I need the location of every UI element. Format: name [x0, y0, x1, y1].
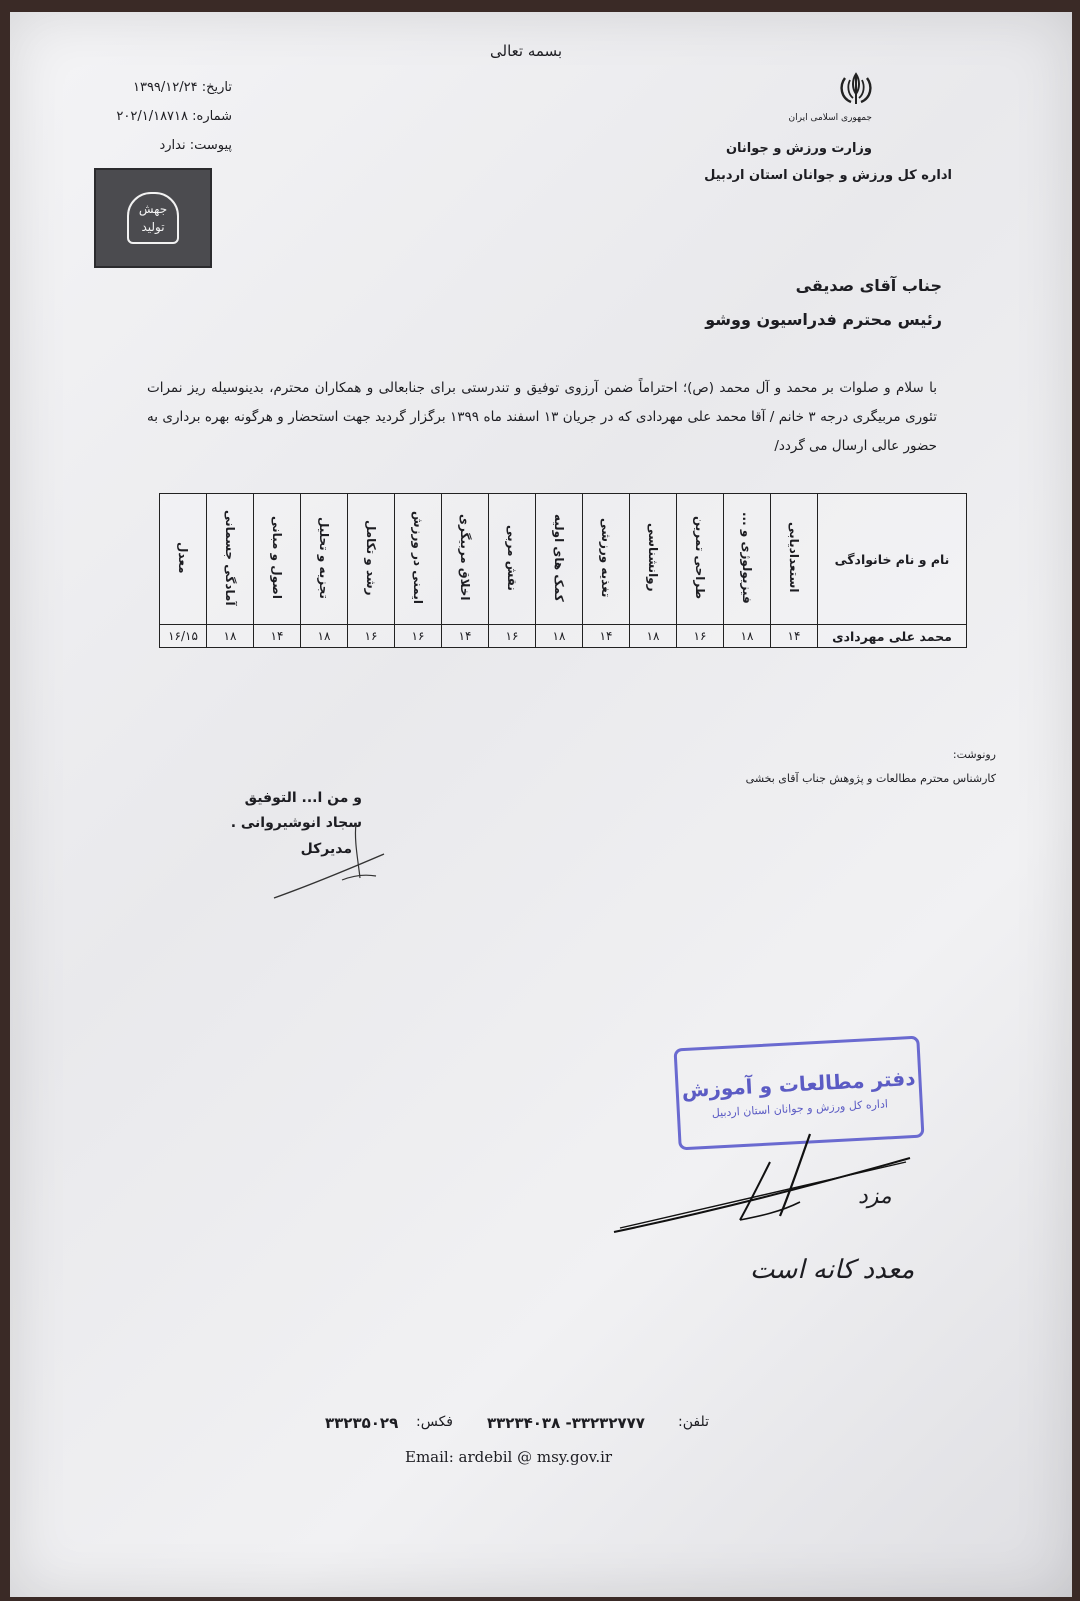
column-header: فیزیولوژی و ...	[724, 494, 771, 625]
letter-body: با سلام و صلوات بر محمد و آل محمد (ص)؛ احتراماً ضمن آرزوی توفیق و تندرستی برای جنابعالی و همکاران محترم، بدینوسیله ریز نمرات تئوری مربیگری درجه ۳ خانم / آقا محمد علی مهردادی که در جریان ۱۳ اسفند ماه ۱۳۹۹ برگزار گردید جهت استحضار و هرگونه بهره برداری به حضور عالی ارسال می گردد/	[147, 380, 937, 454]
score-cell: ۱۴	[254, 625, 301, 648]
score-cell: ۱۴	[583, 625, 630, 648]
logo-arch	[127, 192, 179, 244]
cc-recipient: کارشناس محترم مطالعات و پژوهش جناب آقای بخشی	[745, 772, 996, 785]
email-address: Email: ardebil @ msy.gov.ir	[405, 1448, 613, 1466]
office-name: اداره کل ورزش و جوانان استان اردبیل	[704, 168, 952, 183]
tel-label: تلفن:	[678, 1414, 709, 1430]
score-cell: ۱۸	[207, 625, 254, 648]
average-column-header: معدل	[160, 494, 207, 625]
column-header: کمک های اولیه	[536, 494, 583, 625]
signatory-name: سجاد انوشیروانی .	[230, 815, 362, 831]
column-header: آمادگی جسمانی	[207, 494, 254, 625]
cc-label: رونوشت:	[952, 748, 996, 761]
column-header: اخلاق مربیگری	[442, 494, 489, 625]
column-header: ایمنی در ورزش	[395, 494, 442, 625]
letter-page	[10, 12, 1072, 1597]
column-header: طراحی تمرین	[677, 494, 724, 625]
date-label: تاریخ:	[201, 80, 232, 95]
score-cell: ۱۶	[677, 625, 724, 648]
score-cell: ۱۶	[489, 625, 536, 648]
production-leap-logo	[94, 168, 212, 268]
stamp-title: دفتر مطالعات و آموزش	[681, 1065, 916, 1102]
date-value: ۱۳۹۹/۱۲/۲۴	[132, 80, 198, 95]
score-cell: ۱۸	[724, 625, 771, 648]
score-cell: ۱۴	[771, 625, 818, 648]
average-cell: ۱۶/۱۵	[160, 625, 207, 648]
score-cell: ۱۶	[348, 625, 395, 648]
score-cell: ۱۸	[536, 625, 583, 648]
handwritten-note-2: معدد کانه است	[750, 1255, 915, 1285]
stamp-subtitle: اداره کل ورزش و جوانان استان اردبیل	[711, 1096, 889, 1120]
column-header: اصول و مبانی	[254, 494, 301, 625]
number-value: ۲۰۲/۱/۱۸۷۱۸	[116, 109, 189, 124]
score-cell: ۱۴	[442, 625, 489, 648]
column-header: تغذیه ورزشی	[583, 494, 630, 625]
table-row	[160, 625, 967, 648]
attachment-value: ندارد	[159, 138, 186, 153]
column-header: روانشناسی	[630, 494, 677, 625]
score-cell: ۱۶	[395, 625, 442, 648]
fax-label: فکس:	[416, 1414, 453, 1430]
logo-text-2: تولید	[141, 220, 165, 234]
director-signature-icon	[272, 820, 392, 902]
addressee-title: رئیس محترم فدراسیون ووشو	[705, 310, 942, 329]
column-header: استعدادیابی	[771, 494, 818, 625]
iran-emblem-icon	[835, 70, 877, 110]
date-field	[133, 80, 232, 95]
attachment-label: پیوست:	[189, 138, 232, 153]
fax-value: ۳۳۲۳۵۰۲۹	[325, 1414, 399, 1432]
number-field	[116, 109, 232, 124]
table-header-row	[160, 494, 967, 625]
addressee-name: جناب آقای صدیقی	[795, 276, 942, 295]
closing-phrase: و من ا... التوفیق	[244, 790, 362, 806]
column-header: تجزیه و تحلیل	[301, 494, 348, 625]
column-header: رشد و تکامل	[348, 494, 395, 625]
bismillah-heading: بسمه تعالی	[490, 42, 563, 60]
signatory-title: مدیرکل	[300, 841, 352, 857]
handwritten-note-1: مزد	[858, 1184, 892, 1209]
score-cell: ۱۸	[630, 625, 677, 648]
student-name-cell: محمد علی مهردادی	[818, 625, 967, 648]
ministry-name: وزارت ورزش و جوانان	[725, 141, 872, 156]
scores-table	[159, 493, 967, 648]
column-header: نقش مربی	[489, 494, 536, 625]
name-column-header: نام و نام خانوادگی	[818, 494, 967, 625]
tel-value: ۳۳۲۳۲۷۷۷- ۳۳۲۳۴۰۳۸	[487, 1414, 645, 1432]
score-cell: ۱۸	[301, 625, 348, 648]
republic-label: جمهوری اسلامی ایران	[788, 113, 872, 123]
logo-text-1: جهش	[138, 202, 168, 216]
number-label: شماره:	[192, 109, 232, 124]
attachment-field	[159, 138, 232, 153]
